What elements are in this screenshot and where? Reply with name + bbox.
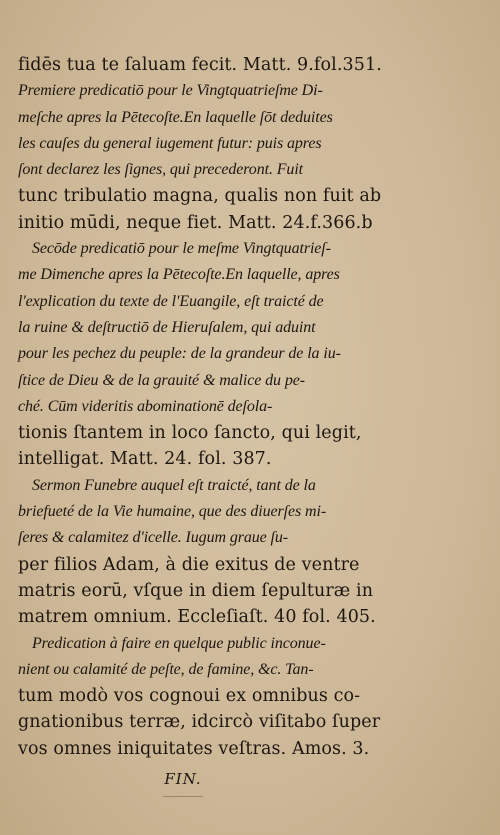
text-line: nient ou calamité de peſte, de famine, &c. Tan- <box>18 660 314 678</box>
text-line: meſche apres la Pētecoſte.En laquelle ſōt deduites <box>18 108 333 126</box>
text-line: tionis ſtantem in loco ſancto, qui legit, <box>18 423 362 444</box>
text-line: matrem omnium. Eccleſiaſt. 40 fol. 405. <box>18 607 376 628</box>
text-line: fidēs tua te ſaluam fecit. Matt. 9.fol.351. <box>18 55 382 75</box>
text-line: la ruine & deſtructiō de Hieruſalem, qui aduint <box>18 318 316 336</box>
text-line: ſtice de Dieu & de la grauité & malice du pe- <box>18 371 305 389</box>
text-line: tum modò vos cognoui ex omnibus co- <box>18 686 361 707</box>
text-line: Sermon Funebre auquel eſt traicté, tant de la <box>32 476 316 494</box>
text-line: les cauſes du general iugement futur: puis apres <box>18 134 322 152</box>
text-line: ſeres & calamitez d'icelle. Iugum graue ſu- <box>18 529 289 547</box>
text-line: briefueté de la Vie humaine, que des diuerſes mi- <box>18 503 327 521</box>
text-line: ché. Cūm videritis abominationē deſola- <box>18 397 273 415</box>
finis-mark: FIN. <box>164 770 202 789</box>
text-line: per filios Adam, à die exitus de ventre <box>18 554 360 575</box>
text-line: vos omnes iniquitates veſtras. Amos. 3. <box>18 738 370 759</box>
text-line: me Dimenche apres la Pētecoſte.En laquelle, apres <box>18 266 340 284</box>
text-line: Secōde predicatiō pour le meſme Vingtquatrieſ- <box>32 240 331 258</box>
text-line: gnationibus terræ, idcircò viſitabo ſuper <box>18 712 381 733</box>
finis-rule <box>163 796 203 797</box>
text-line: pour les pechez du peuple: de la grandeur de la iu- <box>18 345 341 363</box>
text-line: intelligat. Matt. 24. fol. 387. <box>18 449 272 470</box>
text-line: Premiere predicatiō pour le Vingtquatrieſme Di- <box>18 82 323 100</box>
text-line: l'explication du texte de l'Euangile, eſt traicté de <box>18 292 324 310</box>
text-line: ſont declarez les ſignes, qui precederont. Fuit <box>18 161 304 179</box>
text-line: matris eorū, vſque in diem ſepulturæ in <box>18 580 374 601</box>
text-line: initio mūdi, neque fiet. Matt. 24.f.366.b <box>18 212 373 233</box>
text-line: Predication à faire en quelque public inconue- <box>32 634 326 652</box>
text-line: tunc tribulatio magna, qualis non fuit ab <box>18 186 382 207</box>
page-text-block <box>18 52 408 762</box>
